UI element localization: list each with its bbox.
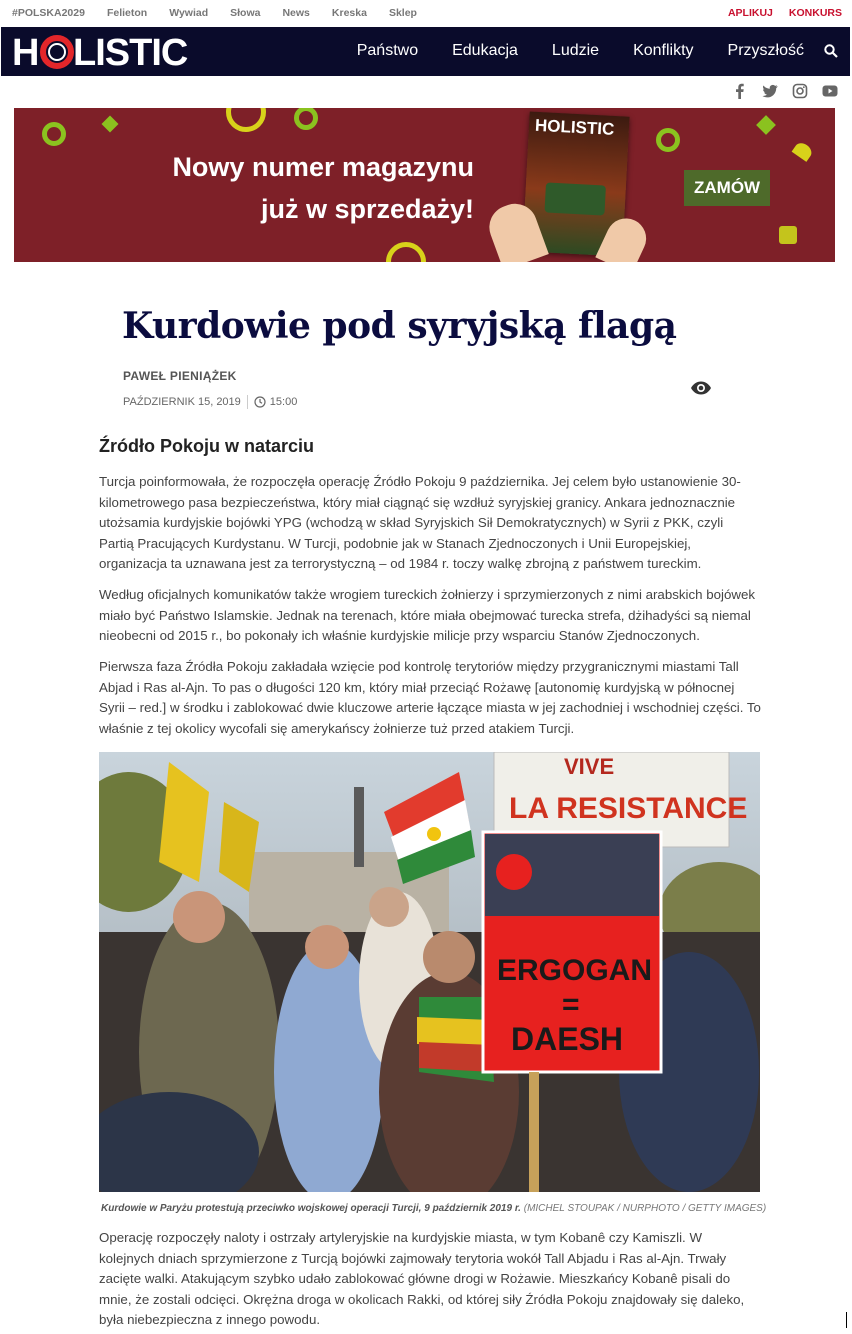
banner-headline bbox=[74, 146, 474, 230]
decor-ring bbox=[656, 128, 680, 152]
search-icon[interactable] bbox=[824, 44, 838, 58]
article-photo[interactable] bbox=[99, 752, 760, 1192]
decor-ring bbox=[294, 108, 318, 130]
menu-item-ludzie[interactable]: Ludzie bbox=[551, 42, 600, 59]
menu-item-panstwo[interactable]: Państwo bbox=[356, 42, 419, 59]
holistic-logo-mark bbox=[12, 31, 202, 71]
cover-art bbox=[544, 182, 605, 215]
svg-text:LISTIC: LISTIC bbox=[73, 32, 188, 71]
photo-sign-main-1: ERGOGAN bbox=[497, 954, 653, 987]
banner-headline-line1: Nowy numer magazynu bbox=[172, 152, 474, 182]
article-paragraph: Operację rozpoczęły naloty i ostrzały artyleryjskie na kurdyjskie miasta, w tym Kobanê czy Kamiszli. W kolejnych dniach sprzymierzone z Turcją bojówki zajmowały terytoria wokół Tall Abjadu i Ras al-Ajn. Trwały zacięte walki. Atakującym szybko udało zablokować główne drogi w Rożawie. Mieszkańcy Kobanê pisali do mnie, że zostali odcięci. Okrężna droga w okolicach Rakki, od której siły Źródła Pokoju znajdowały się daleko, była niebezpieczna z innego powodu. bbox=[99, 1230, 745, 1327]
decor-half-circle bbox=[792, 140, 815, 162]
instagram-icon[interactable] bbox=[792, 83, 808, 99]
article-meta bbox=[123, 395, 297, 409]
eye-icon[interactable] bbox=[690, 380, 712, 396]
top-link-wywiad[interactable]: Wywiad bbox=[169, 7, 209, 19]
magazine-cover-title: HOLISTIC bbox=[534, 115, 615, 139]
top-link-news[interactable]: News bbox=[282, 7, 310, 19]
article-paragraph: Pierwsza faza Źródła Pokoju zakładała wzięcie pod kontrolę terytoriów między przygranicznymi miastami Tall Abjad i Ras al-Ajn. To pas o długości 120 km, który miał przeciąć Rożawę [autonomię kurdyjską w północnej Syrii – red.] w środku i zablokować dwie kluczowe arterie łączące miasta w jej zachodniej i wschodniej części. To właśnie z tej okolicy wycofali się amerykańscy żołnierze tuż przed atakiem Turcji. bbox=[99, 659, 761, 736]
decor-ring bbox=[386, 242, 426, 262]
photo-caption bbox=[101, 1203, 766, 1214]
menu-item-konflikty[interactable]: Konflikty bbox=[633, 42, 694, 59]
article-title: Kurdowie pod syryjską flagą bbox=[122, 305, 677, 347]
order-button[interactable]: ZAMÓW bbox=[684, 170, 770, 206]
top-link-felieton[interactable]: Felieton bbox=[106, 7, 148, 19]
photo-sign-top: VIVE bbox=[564, 754, 615, 779]
article-paragraph: Turcja poinformowała, że rozpoczęła operację Źródło Pokoju 9 października. Jej celem było ustanowienie 30-kilometrowego pasa bezpieczeństwa, który miał ciągnąć się wzdłuż syryjskiej granicy. Ankara jednoznacznie utożsamia kurdyjskie bojówki YPG (wchodzą w skład Syryjskich Sił Demokratycznych) w Syrii z PKK, czyli Partią Pracujących Kurdystanu. W Turcji, podobnie jak w Stanach Zjednoczonych i Unii Europejskiej, organizacja ta uznawana jest za terrorystyczną – od 1984 r. toczy walkę zbrojną z państwem tureckim. bbox=[99, 474, 741, 571]
photo-sign-main-3: DAESH bbox=[511, 1021, 624, 1057]
contest-link[interactable]: KONKURS bbox=[788, 7, 842, 19]
banner-headline-line2: już w sprzedaży! bbox=[260, 194, 474, 224]
caption-text: Kurdowie w Paryżu protestują przeciwko wojskowej operacji Turcji, 9 październik 2019 r. bbox=[101, 1203, 521, 1214]
main-menu bbox=[357, 42, 804, 60]
top-link-kreska[interactable]: Kreska bbox=[331, 7, 367, 19]
meta-divider bbox=[247, 395, 248, 409]
decor-ring bbox=[226, 108, 266, 132]
decor-square bbox=[779, 226, 797, 244]
caption-credit: (MICHEL STOUPAK / NURPHOTO / GETTY IMAGES) bbox=[523, 1203, 767, 1214]
photo-sign-main-2: = bbox=[562, 988, 580, 1021]
site-logo[interactable] bbox=[12, 31, 202, 81]
clock-icon bbox=[254, 396, 266, 408]
article-time: 15:00 bbox=[269, 396, 298, 408]
apply-link[interactable]: APLIKUJ bbox=[727, 7, 773, 19]
youtube-icon[interactable] bbox=[822, 83, 838, 99]
top-bar bbox=[0, 0, 852, 27]
section-heading: Źródło Pokoju w natarciu bbox=[99, 436, 315, 456]
top-link-polska2029[interactable]: #POLSKA2029 bbox=[12, 7, 85, 19]
decor-ring bbox=[42, 122, 66, 146]
top-links bbox=[12, 7, 417, 19]
magazine-banner[interactable] bbox=[14, 108, 835, 262]
top-link-sklep[interactable]: Sklep bbox=[388, 7, 417, 19]
article-date: PAŹDZIERNIK 15, 2019 bbox=[123, 396, 241, 408]
menu-item-przyszlosc[interactable]: Przyszłość bbox=[727, 42, 804, 59]
decor-diamond bbox=[102, 116, 119, 133]
top-link-slowa[interactable]: Słowa bbox=[230, 7, 261, 19]
facebook-icon[interactable] bbox=[732, 83, 748, 99]
social-links bbox=[732, 83, 838, 99]
article-paragraph: Według oficjalnych komunikatów także wrogiem tureckich żołnierzy i sprzymierzonych z nimi arabskich bojówek miało być Państwo Islamskie. Jednak na terenach, które miała obejmować turecka strefa, dżihadyści są niemal nieobecni od 2015 r., bo pokonały ich właśnie kurdyjskie milicje przy wsparciu Stanów Zjednoczonych. bbox=[99, 587, 755, 643]
twitter-icon[interactable] bbox=[762, 83, 778, 99]
protest-photo bbox=[99, 752, 760, 1192]
main-nav bbox=[1, 27, 850, 76]
menu-item-edukacja[interactable]: Edukacja bbox=[452, 42, 518, 59]
svg-text:H: H bbox=[12, 32, 39, 71]
decor-diamond bbox=[756, 115, 776, 135]
photo-sign-banner: LA RESISTANCE bbox=[509, 792, 748, 825]
top-right-links bbox=[728, 7, 842, 19]
text-cursor bbox=[846, 1312, 847, 1328]
article-author[interactable]: PAWEŁ PIENIĄŻEK bbox=[123, 369, 237, 383]
